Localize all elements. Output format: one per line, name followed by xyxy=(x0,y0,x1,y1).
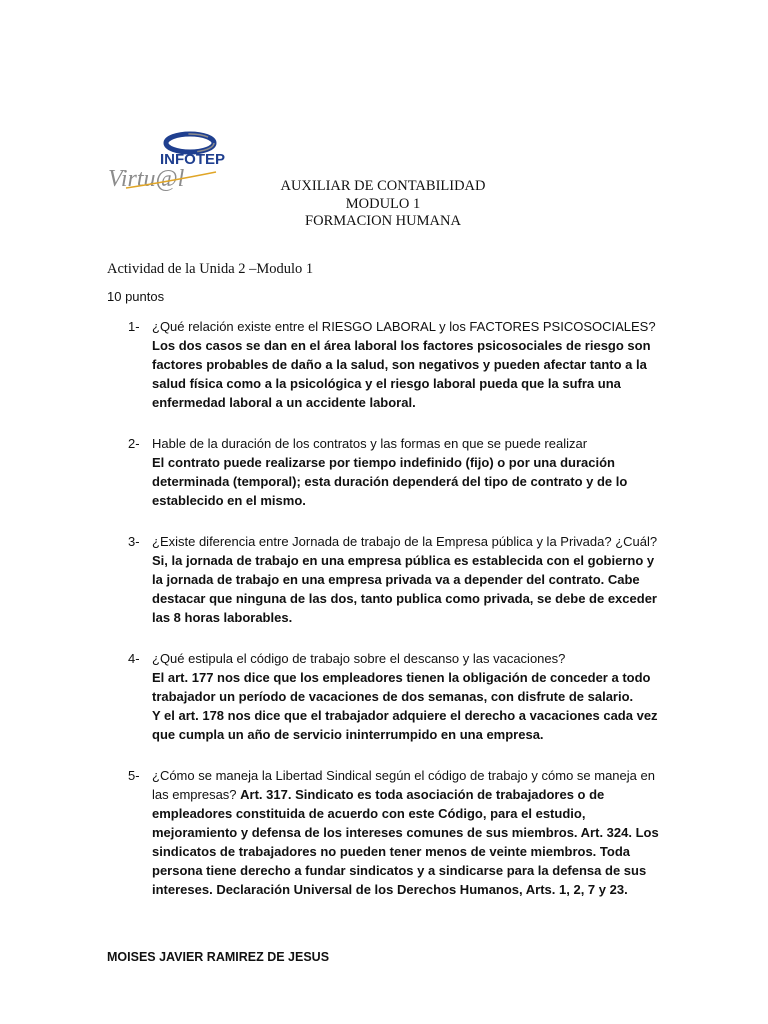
question-item-4 xyxy=(128,649,668,744)
answer-text-continued: Y el art. 178 nos dice que el trabajador adquiere el derecho a vacaciones cada vez que cumpla un año de servicio ininterrumpido en una empresa. xyxy=(152,708,658,742)
question-number: 2- xyxy=(128,436,140,451)
document-title-block xyxy=(230,178,536,231)
logo-tagline-text: Virtu@l xyxy=(108,166,185,192)
question-number: 1- xyxy=(128,319,140,334)
answer-text: Los dos casos se dan en el área laboral los factores psicosociales de riesgo son factores probables de daño a la salud, son negativos y pueden afectar tanto a la salud física como a la psicológica y el riesgo laboral pueda que la sufra una enfermedad laboral a un accidente laboral. xyxy=(152,338,651,410)
activity-heading: Actividad de la Unida 2 –Modulo 1 xyxy=(107,261,314,277)
answer-text: Art. 317. Sindicato es toda asociación de trabajadores o de empleadores constituida de acuerdo con este Código, para el estudio, mejoramiento y defensa de los intereses comunes de sus miembros. Art. 324. Los sindicatos de trabajadores no pueden tener menos de veinte miembros. Toda persona tiene derecho a fundar sindicatos y a sindicarse para la defensa de sus intereses. Declaración Universal de los Derechos Humanos, Arts. 1, 2, 7 y 23. xyxy=(152,787,659,897)
infotep-virtual-logo xyxy=(106,128,228,192)
module-title: MODULO 1 xyxy=(345,195,421,212)
question-text: Hable de la duración de los contratos y las formas en que se puede realizar xyxy=(152,436,588,451)
answer-text: Si, la jornada de trabajo en una empresa pública es establecida con el gobierno y la jornada de trabajo en una empresa privada va a depender del contrato. Cabe destacar que ninguna de las dos, tanto publica como privada, se debe de exceder las 8 horas laborables. xyxy=(152,553,657,625)
question-text: ¿Existe diferencia entre Jornada de trabajo de la Empresa pública y la Privada? ¿Cuál? xyxy=(152,534,658,549)
question-text: ¿Cómo se maneja la Libertad Sindical según el código de trabajo y cómo se maneja en las empresas? xyxy=(152,768,655,802)
author-name: MOISES JAVIER RAMIREZ DE JESUS xyxy=(107,950,330,964)
answer-text: El art. 177 nos dice que los empleadores tienen la obligación de conceder a todo trabajador un período de vacaciones de dos semanas, con disfrute de salario. xyxy=(152,670,651,704)
questions-list xyxy=(128,317,668,921)
question-number: 4- xyxy=(128,651,140,666)
question-item-5 xyxy=(128,766,668,899)
question-item-1 xyxy=(128,317,668,412)
logo-brand-text: INFOTEP xyxy=(160,151,226,168)
points-label: 10 puntos xyxy=(107,289,165,304)
question-item-3 xyxy=(128,532,668,627)
question-number: 5- xyxy=(128,768,140,783)
question-text: ¿Qué relación existe entre el RIESGO LABORAL y los FACTORES PSICOSOCIALES? xyxy=(152,319,656,334)
question-item-2 xyxy=(128,434,668,510)
course-title: AUXILIAR DE CONTABILIDAD xyxy=(280,178,486,194)
subject-title: FORMACION HUMANA xyxy=(305,213,461,229)
infotep-logo-icon xyxy=(106,128,228,192)
answer-text: El contrato puede realizarse por tiempo indefinido (fijo) o por una duración determinada (temporal); esta duración dependerá del tipo de contrato y de lo establecido en el mismo. xyxy=(152,455,628,508)
question-text: ¿Qué estipula el código de trabajo sobre el descanso y las vacaciones? xyxy=(152,651,566,666)
question-number: 3- xyxy=(128,534,140,549)
